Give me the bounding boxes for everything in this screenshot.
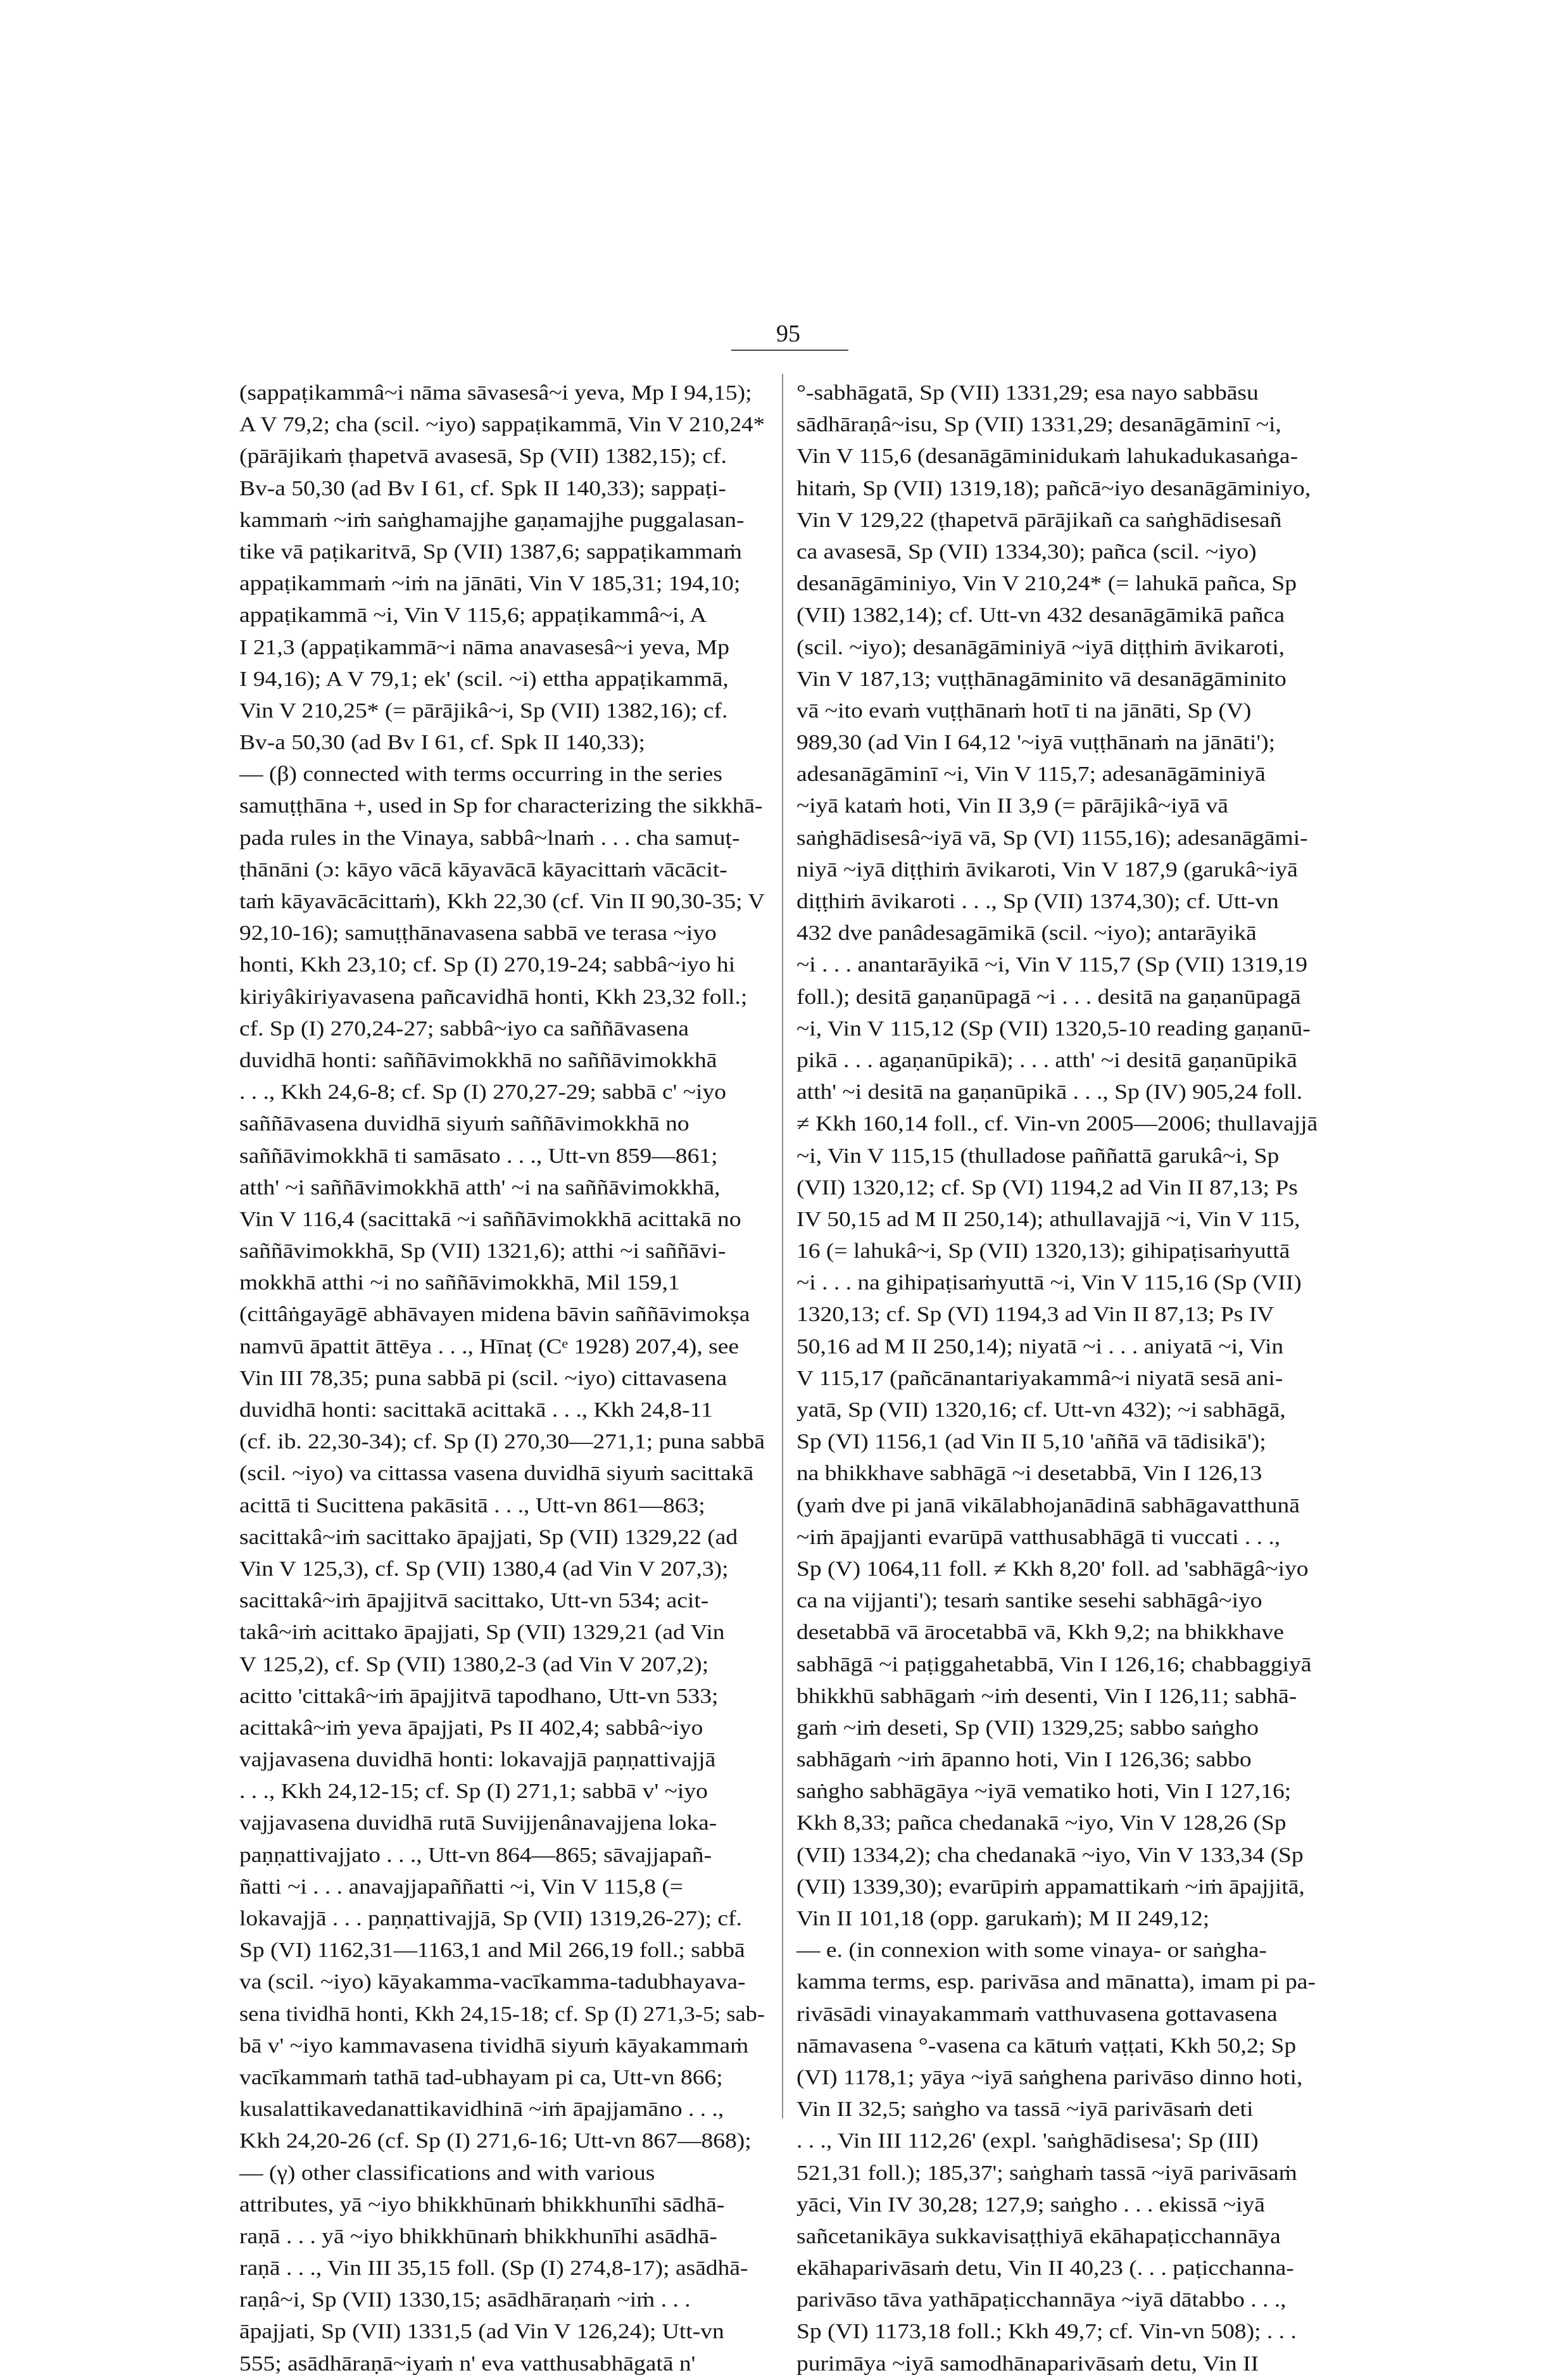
text-line: vajjavasena duvidhā rutā Suvijjenânavajjena loka-: [239, 1811, 717, 1835]
text-line: pada rules in the Vinaya, sabbâ~lnaṁ . . . cha samuṭ-: [239, 826, 740, 850]
text-line: yāci, Vin IV 30,28; 127,9; saṅgho . . . ekissā ~iyā: [796, 2193, 1265, 2217]
text-line: Sp (VI) 1156,1 (ad Vin II 5,10 'aññā vā tādisikā');: [796, 1430, 1266, 1454]
text-line: Sp (VI) 1162,31—1163,1 and Mil 266,19 foll.; sabbā: [239, 1939, 745, 1963]
text-line: — e. (in connexion with some vinaya- or saṅgha-: [796, 1939, 1267, 1963]
text-line: duvidhā honti: sacittakā acittakā . . ., Kkh 24,8-11: [239, 1398, 713, 1422]
text-line: kamma terms, esp. parivāsa and mānatta), imam pi pa-: [796, 1970, 1316, 1994]
text-line: (VII) 1339,30); evarūpiṁ appamattikaṁ ~iṁ āpajjitā,: [796, 1875, 1305, 1899]
text-line: 555; asādhāraṇā~iyaṁ n' eva vatthusabhāgatā n': [239, 2352, 696, 2376]
text-line: namvū āpattit āttēya . . ., Hīnaṭ (Cᵉ 1928) 207,4), see: [239, 1334, 739, 1358]
text-line: (VII) 1382,14); cf. Utt-vn 432 desanāgāmikā pañca: [796, 604, 1285, 628]
text-line: ~i, Vin V 115,15 (thulladose paññattā garukâ~i, Sp: [796, 1144, 1280, 1168]
text-line: honti, Kkh 23,10; cf. Sp (I) 270,19-24; sabbâ~iyo hi: [239, 953, 736, 977]
text-line: Vin II 32,5; saṅgho va tassā ~iyā parivāsaṁ deti: [796, 2098, 1254, 2122]
text-line: appaṭikammā ~i, Vin V 115,6; appaṭikammâ~i, A: [239, 604, 707, 628]
text-line: . . ., Kkh 24,12-15; cf. Sp (I) 271,1; sabbā v' ~iyo: [239, 1780, 708, 1804]
text-line: na bhikkhave sabhāgā ~i desetabbā, Vin I 126,13: [796, 1462, 1262, 1486]
left-column: [239, 377, 765, 2380]
text-line: paṇṇattivajjato . . ., Utt-vn 864—865; sāvajjapañ-: [239, 1843, 712, 1867]
text-line: (cittâṅgayāgē abhāvayen midena bāvin saññāvimokṣa: [239, 1303, 750, 1327]
text-line: saññāvimokkhā, Sp (VII) 1321,6); atthi ~i saññāvi-: [239, 1239, 726, 1263]
text-line: taṁ kāyavācācittaṁ), Kkh 22,30 (cf. Vin II 90,30-35; V: [239, 890, 765, 913]
text-line: vā ~ito evaṁ vuṭṭhānaṁ hotī ti na jānāti, Sp (V): [796, 699, 1252, 723]
text-line: āpajjati, Sp (VII) 1331,5 (ad Vin V 126,24); Utt-vn: [239, 2320, 724, 2344]
text-line: 16 (= lahukâ~i, Sp (VII) 1320,13); gihipaṭisaṁyuttā: [796, 1239, 1290, 1263]
text-line: ñatti ~i . . . anavajjapaññatti ~i, Vin V 115,8 (=: [239, 1875, 684, 1899]
text-line: duvidhā honti: saññāvimokkhā no saññāvimokkhā: [239, 1048, 717, 1072]
text-line: saṅghādisesâ~iyā vā, Sp (VI) 1155,16); adesanāgāmi-: [796, 826, 1308, 850]
text-line: 432 dve panâdesagāmikā (scil. ~iyo); antarāyikā: [796, 921, 1257, 946]
text-line: Kkh 24,20-26 (cf. Sp (I) 271,6-16; Utt-vn 867—868);: [239, 2129, 752, 2153]
text-line: V 115,17 (pañcānantariyakammâ~i niyatā sesā ani-: [796, 1366, 1283, 1390]
text-line: ṭhānāni (ɔ: kāyo vācā kāyavācā kāyacittaṁ vācācit-: [239, 858, 727, 882]
right-column: [796, 377, 1341, 2380]
text-line: Vin V 187,13; vuṭṭhānagāminito vā desanāgāminito: [796, 667, 1287, 691]
text-line: saññāvasena duvidhā siyuṁ saññāvimokkhā no: [239, 1112, 689, 1136]
text-line: ~i . . . anantarāyikā ~i, Vin V 115,7 (Sp (VII) 1319,19: [796, 953, 1308, 977]
text-line: Vin V 129,22 (ṭhapetvā pārājikañ ca saṅghādisesañ: [796, 508, 1282, 532]
text-line: vacīkammaṁ tathā tad-ubhayam pi ca, Utt-vn 866;: [239, 2065, 723, 2089]
text-line: kusalattikavedanattikavidhinā ~iṁ āpajjamāno . . .,: [239, 2098, 724, 2122]
text-line: °-sabhāgatā, Sp (VII) 1331,29; esa nayo sabbāsu: [796, 381, 1259, 405]
text-line: desetabbā vā ārocetabbā vā, Kkh 9,2; na bhikkhave: [796, 1621, 1284, 1645]
text-line: va (scil. ~iyo) kāyakamma-vacīkamma-tadubhayava-: [239, 1970, 746, 1994]
text-line: raṇā . . . yā ~iyo bhikkhūnaṁ bhikkhunīhi asādhā-: [239, 2224, 717, 2248]
text-line: 989,30 (ad Vin I 64,12 '~iyā vuṭṭhānaṁ na jānāti');: [796, 731, 1276, 755]
text-line: hitaṁ, Sp (VII) 1319,18); pañcā~iyo desanāgāminiyo,: [796, 476, 1311, 500]
text-line: (cf. ib. 22,30-34); cf. Sp (I) 270,30—271,1; puna sabbā: [239, 1430, 765, 1454]
text-line: sañcetanikāya sukkavisaṭṭhiyā ekāhapaṭicchannāya: [796, 2224, 1281, 2248]
text-line: 50,16 ad M II 250,14); niyatā ~i . . . aniyatā ~i, Vin: [796, 1334, 1284, 1358]
text-line: Vin V 125,3), cf. Sp (VII) 1380,4 (ad Vin V 207,3);: [239, 1557, 729, 1581]
text-line: sacittakâ~iṁ āpajjitvā sacittako, Utt-vn 534; acit-: [239, 1589, 709, 1613]
text-line: sādhāraṇâ~isu, Sp (VII) 1331,29; desanāgāminī ~i,: [796, 413, 1281, 437]
text-line: (sappaṭikammâ~i nāma sāvasesâ~i yeva, Mp I 94,15);: [239, 381, 752, 405]
text-line: (yaṁ dve pi janā vikālabhojanādinā sabhāgavatthunā: [796, 1493, 1300, 1517]
text-line: Vin III 78,35; puna sabbā pi (scil. ~iyo) cittavasena: [239, 1366, 727, 1390]
text-line: . . ., Kkh 24,6-8; cf. Sp (I) 270,27-29; sabbā c' ~iyo: [239, 1080, 727, 1105]
text-line: ca avasesā, Sp (VII) 1334,30); pañca (scil. ~iyo): [796, 540, 1257, 564]
text-line: (VI) 1178,1; yāya ~iyā saṅghena parivāso dinno hoti,: [796, 2065, 1303, 2089]
text-line: acitto 'cittakâ~iṁ āpajjitvā tapodhano, Utt-vn 533;: [239, 1684, 719, 1708]
text-line: mokkhā atthi ~i no saññāvimokkhā, Mil 159,1: [239, 1271, 680, 1295]
text-line: vajjavasena duvidhā honti: lokavajjā paṇṇattivajjā: [239, 1748, 716, 1772]
text-line: . . ., Vin III 112,26' (expl. 'saṅghādisesa'; Sp (III): [796, 2129, 1259, 2153]
text-line: ~i . . . na gihipaṭisaṁyuttā ~i, Vin V 115,16 (Sp (VII): [796, 1271, 1302, 1295]
text-line: 92,10-16); samuṭṭhānavasena sabbā ve terasa ~iyo: [239, 921, 717, 946]
text-line: ~iyā kataṁ hoti, Vin II 3,9 (= pārājikâ~iyā vā: [796, 794, 1228, 818]
text-line: desanāgāminiyo, Vin V 210,24* (= lahukā pañca, Sp: [796, 572, 1297, 596]
text-line: (VII) 1334,2); cha chedanakā ~iyo, Vin V 133,34 (Sp: [796, 1843, 1304, 1867]
text-line: atth' ~i desitā na gaṇanūpikā . . ., Sp (IV) 905,24 foll.: [796, 1080, 1303, 1105]
text-line: Vin II 101,18 (opp. garukaṁ); M II 249,12;: [796, 1907, 1210, 1930]
text-line: Bv-a 50,30 (ad Bv I 61, cf. Spk II 140,33); sappaṭi-: [239, 476, 727, 500]
text-line: (scil. ~iyo); desanāgāminiyā ~iyā diṭṭhiṁ āvikaroti,: [796, 635, 1285, 659]
text-line: Sp (VI) 1173,18 foll.; Kkh 49,7; cf. Vin-vn 508); . . .: [796, 2320, 1297, 2344]
text-line: yatā, Sp (VII) 1320,16; cf. Utt-vn 432); ~i sabhāgā,: [796, 1398, 1286, 1422]
text-line: raṇā . . ., Vin III 35,15 foll. (Sp (I) 274,8-17); asādhā-: [239, 2257, 748, 2281]
text-line: raṇâ~i, Sp (VII) 1330,15; asādhāraṇaṁ ~iṁ . . .: [239, 2288, 691, 2312]
text-line: atth' ~i saññāvimokkhā atth' ~i na saññāvimokkhā,: [239, 1175, 721, 1199]
text-line: (pārājikaṁ ṭhapetvā avasesā, Sp (VII) 1382,15); cf.: [239, 445, 727, 469]
text-line: 521,31 foll.); 185,37'; saṅghaṁ tassā ~iyā parivāsaṁ: [796, 2161, 1297, 2185]
text-line: I 21,3 (appaṭikammā~i nāma anavasesâ~i yeva, Mp: [239, 635, 730, 659]
text-line: purimāya ~iyā samodhānaparivāsaṁ detu, Vin II: [796, 2352, 1259, 2376]
text-line: ~i, Vin V 115,12 (Sp (VII) 1320,5-10 reading gaṇanū-: [796, 1016, 1311, 1041]
text-line: Sp (V) 1064,11 foll. ≠ Kkh 8,20' foll. ad 'sabhāgâ~iyo: [796, 1557, 1309, 1581]
text-line: adesanāgāminī ~i, Vin V 115,7; adesanāgāminiyā: [796, 763, 1266, 787]
text-line: bā v' ~iyo kammavasena tividhā siyuṁ kāyakammaṁ: [239, 2034, 749, 2058]
text-line: Vin V 115,6 (desanāgāminidukaṁ lahukadukasaṅga-: [796, 445, 1299, 469]
text-line: A V 79,2; cha (scil. ~iyo) sappaṭikammā, Vin V 210,24*: [239, 413, 765, 437]
text-line: pikā . . . agaṇanūpikā); . . . atth' ~i desitā gaṇanūpikā: [796, 1048, 1297, 1072]
text-line: (scil. ~iyo) va cittassa vasena duvidhā siyuṁ sacittakā: [239, 1462, 754, 1486]
text-line: takâ~iṁ acittako āpajjati, Sp (VII) 1329,21 (ad Vin: [239, 1621, 725, 1645]
text-line: I 94,16); A V 79,1; ek' (scil. ~i) ettha appaṭikammā,: [239, 667, 729, 691]
text-line: — (β) connected with terms occurring in the series: [239, 763, 722, 787]
text-line: niyā ~iyā diṭṭhiṁ āvikaroti, Vin V 187,9 (garukâ~iyā: [796, 858, 1298, 882]
text-line: kammaṁ ~iṁ saṅghamajjhe gaṇamajjhe puggalasan-: [239, 508, 745, 532]
text-line: tike vā paṭikaritvā, Sp (VII) 1387,6; sappaṭikammaṁ: [239, 540, 742, 564]
text-line: ekāhaparivāsaṁ detu, Vin II 40,23 (. . . paṭicchanna-: [796, 2257, 1294, 2281]
text-line: attributes, yā ~iyo bhikkhūnaṁ bhikkhunīhi sādhā-: [239, 2193, 725, 2217]
text-line: Kkh 8,33; pañca chedanakā ~iyo, Vin V 128,26 (Sp: [796, 1811, 1287, 1835]
text-line: nāmavasena °-vasena ca kātuṁ vaṭṭati, Kkh 50,2; Sp: [796, 2034, 1297, 2058]
text-line: V 125,2), cf. Sp (VII) 1380,2-3 (ad Vin V 207,2);: [239, 1652, 709, 1676]
text-line: sena tividhā honti, Kkh 24,15-18; cf. Sp (I) 271,3-5; sab-: [239, 2002, 765, 2026]
page-number: 95: [776, 320, 800, 347]
text-line: cf. Sp (I) 270,24-27; sabbâ~iyo ca saññāvasena: [239, 1016, 689, 1041]
text-line: lokavajjā . . . paṇṇattivajjā, Sp (VII) 1319,26-27); cf.: [239, 1907, 742, 1930]
text-line: diṭṭhiṁ āvikaroti . . ., Sp (VII) 1374,30); cf. Utt-vn: [796, 890, 1279, 913]
text-line: bhikkhū sabhāgaṁ ~iṁ desenti, Vin I 126,11; sabhā-: [796, 1684, 1297, 1708]
column-divider: [782, 374, 783, 2118]
text-line: parivāso tāva yathāpaṭicchannāya ~iyā dātabbo . . .,: [796, 2288, 1287, 2312]
text-line: gaṁ ~iṁ deseti, Sp (VII) 1329,25; sabbo saṅgho: [796, 1716, 1259, 1740]
text-line: Vin V 210,25* (= pārājikâ~i, Sp (VII) 1382,16); cf.: [239, 699, 728, 723]
text-line: rivāsādi vinayakammaṁ vatthuvasena gottavasena: [796, 2002, 1278, 2026]
text-line: (VII) 1320,12; cf. Sp (VI) 1194,2 ad Vin II 87,13; Ps: [796, 1175, 1298, 1199]
text-line: acittā ti Sucittena pakāsitā . . ., Utt-vn 861—863;: [239, 1493, 705, 1517]
text-line: sacittakâ~iṁ sacittako āpajjati, Sp (VII) 1329,22 (ad: [239, 1525, 738, 1549]
text-line: saññāvimokkhā ti samāsato . . ., Utt-vn 859—861;: [239, 1144, 718, 1168]
text-line: appaṭikammaṁ ~iṁ na jānāti, Vin V 185,31; 194,10;: [239, 572, 741, 596]
text-line: foll.); desitā gaṇanūpagā ~i . . . desitā na gaṇanūpagā: [796, 985, 1301, 1009]
text-line: saṅgho sabhāgāya ~iyā vematiko hoti, Vin I 127,16;: [796, 1780, 1292, 1804]
text-line: 1320,13; cf. Sp (VI) 1194,3 ad Vin II 87,13; Ps IV: [796, 1303, 1274, 1327]
text-line: sabhāgaṁ ~iṁ āpanno hoti, Vin I 126,36; sabbo: [796, 1748, 1252, 1772]
text-line: ~iṁ āpajjanti evarūpā vatthusabhāgā ti vuccati . . .,: [796, 1525, 1281, 1549]
text-line: acittakâ~iṁ yeva āpajjati, Ps II 402,4; sabbâ~iyo: [239, 1716, 703, 1740]
text-line: ca na vijjanti'); tesaṁ santike sesehi sabhāgâ~iyo: [796, 1589, 1262, 1613]
text-line: sabhāgā ~i paṭiggahetabbā, Vin I 126,16; chabbaggiyā: [796, 1652, 1312, 1676]
text-line: kiriyâkiriyavasena pañcavidhā honti, Kkh 23,32 foll.;: [239, 985, 748, 1009]
text-line: Bv-a 50,30 (ad Bv I 61, cf. Spk II 140,33);: [239, 731, 645, 755]
text-line: — (γ) other classifications and with various: [239, 2161, 655, 2185]
text-line: IV 50,15 ad M II 250,14); athullavajjā ~i, Vin V 115,: [796, 1207, 1300, 1231]
text-line: samuṭṭhāna +, used in Sp for characterizing the sikkhā-: [239, 794, 763, 818]
page-number-rule: [731, 350, 848, 351]
text-line: Vin V 116,4 (sacittakā ~i saññāvimokkhā acittakā no: [239, 1207, 741, 1231]
text-line: ≠ Kkh 160,14 foll., cf. Vin-vn 2005—2006; thullavajjā: [796, 1112, 1318, 1136]
